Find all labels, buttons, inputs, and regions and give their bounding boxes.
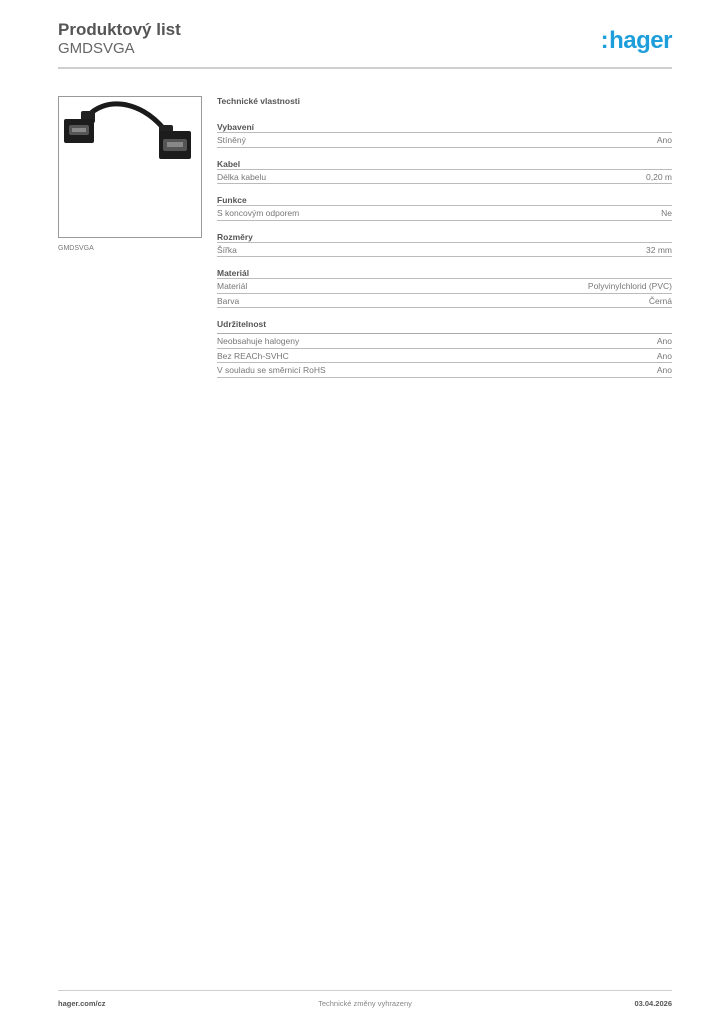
spec-group-rozmery: [217, 231, 672, 258]
group-title: Funkce: [217, 194, 672, 206]
group-title: Udržitelnost: [217, 318, 672, 334]
spec-value: Ano: [656, 350, 672, 361]
spec-value: 32 mm: [646, 244, 672, 255]
image-caption: GMDSVGA: [58, 245, 94, 252]
spec-row: [217, 294, 672, 309]
group-title: Vybavení: [217, 121, 672, 133]
spec-label: Bez REACh-SVHC: [217, 350, 289, 361]
page-title: Produktový list: [58, 20, 181, 39]
spec-label: Neobsahuje halogeny: [217, 336, 300, 346]
spec-value: Ne: [661, 208, 672, 218]
hager-logo: [601, 27, 672, 55]
spec-row: [217, 133, 672, 148]
spec-row: [217, 206, 672, 221]
spec-value: Černá: [648, 295, 672, 306]
group-title: Rozměry: [217, 231, 672, 243]
spec-label: Stíněný: [217, 135, 246, 145]
page-footer: [58, 990, 672, 1012]
spec-group-funkce: [217, 194, 672, 221]
spec-row: [217, 243, 672, 258]
spec-label: Materiál: [217, 281, 248, 291]
product-image: [58, 96, 202, 238]
footer-website-link[interactable]: hager.com/cz: [58, 999, 106, 1008]
page-header: [58, 20, 672, 69]
logo-colon: :: [600, 27, 609, 54]
spec-row: [217, 334, 672, 349]
spec-group-material: [217, 267, 672, 308]
footer-date: 03.04.2026: [634, 999, 672, 1008]
spec-label: V souladu se směrnicí RoHS: [217, 365, 326, 375]
spec-label: S koncovým odporem: [217, 208, 300, 218]
spec-group-vybaveni: [217, 121, 672, 148]
group-title: Kabel: [217, 158, 672, 170]
spec-value: Polyvinylchlorid (PVC): [587, 281, 672, 291]
spec-value: Ano: [656, 365, 672, 375]
spec-label: Délka kabelu: [217, 171, 267, 182]
vga-cable-icon: [59, 97, 201, 237]
spec-row: [217, 279, 672, 294]
spec-label: Barva: [217, 295, 240, 306]
spec-value: Ano: [656, 336, 672, 346]
spec-row: [217, 349, 672, 364]
specs-title: Technické vlastnosti: [217, 96, 300, 106]
spec-row: [217, 170, 672, 185]
spec-label: Šířka: [217, 244, 237, 255]
technical-specs: [217, 96, 672, 388]
spec-row: [217, 363, 672, 378]
spec-value: 0,20 m: [646, 171, 672, 182]
product-code: GMDSVGA: [58, 40, 135, 57]
spec-group-kabel: [217, 158, 672, 185]
logo-text: hager: [609, 27, 672, 54]
spec-value: Ano: [656, 135, 672, 145]
group-title: Materiál: [217, 267, 672, 279]
footer-disclaimer: Technické změny vyhrazeny: [318, 999, 412, 1008]
spec-group-udrzitelnost: [217, 318, 672, 378]
